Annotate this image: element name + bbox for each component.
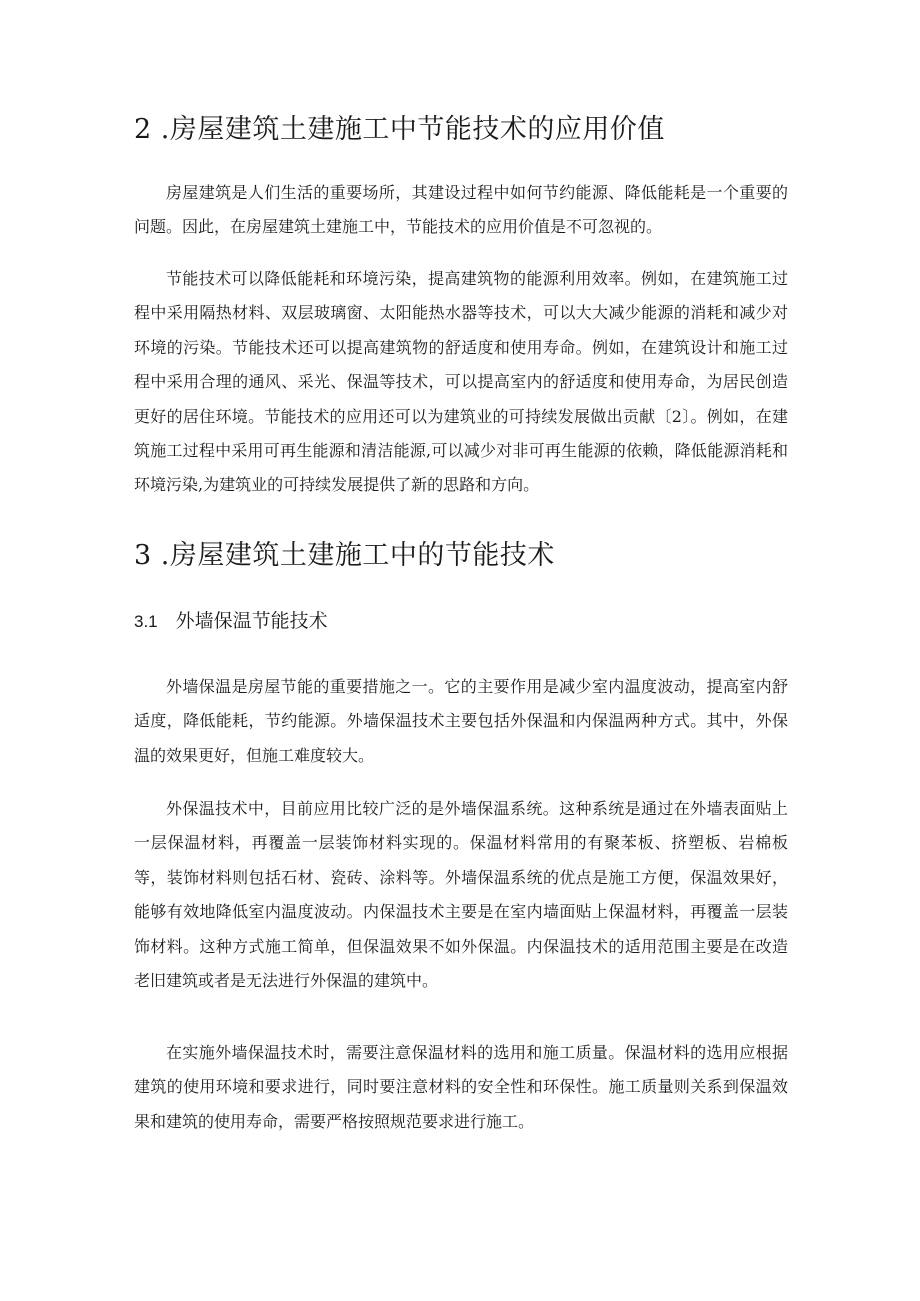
section-2-paragraph-1: 房屋建筑是人们生活的重要场所，其建设过程中如何节约能源、降低能耗是一个重要的问题。因此，在房屋建筑土建施工中，节能技术的应用价值是不可忽视的。 xyxy=(134,183,788,237)
subsection-3-1-heading xyxy=(134,608,794,635)
section-3-1-paragraph-1: 外墙保温是房屋节能的重要措施之一。它的主要作用是减少室内温度波动，提高室内舒适度，降低能耗，节约能源。外墙保温技术主要包括外保温和内保温两种方式。其中，外保温的效果更好，但施工难度较大。 xyxy=(134,677,788,765)
section-2-heading: 2 .房屋建筑土建施工中节能技术的应用价值 xyxy=(134,114,665,145)
section-3-heading: 3 .房屋建筑土建施工中的节能技术 xyxy=(134,540,555,571)
section-3-1-paragraph-3: 在实施外墙保温技术时，需要注意保温材料的选用和施工质量。保温材料的选用应根据建筑的使用环境和要求进行，同时要注意材料的安全性和环保性。施工质量则关系到保温效果和建筑的使用寿命，需要严格按照规范要求进行施工。 xyxy=(134,1043,788,1131)
subsection-number: 3.1 xyxy=(134,612,158,631)
subsection-title: 外墙保温节能技术 xyxy=(175,610,328,632)
section-2-paragraph-2: 节能技术可以降低能耗和环境污染，提高建筑物的能源利用效率。例如，在建筑施工过程中采用隔热材料、双层玻璃窗、太阳能热水器等技术，可以大大减少能源的消耗和减少对环境的污染。节能技术还可以提高建筑物的舒适度和使用寿命。例如，在建筑设计和施工过程中采用合理的通风、采光、保温等技术，可以提高室内的舒适度和使用寿命，为居民创造更好的居住环境。节能技术的应用还可以为建筑业的可持续发展做出贡献〔2〕。例如，在建筑施工过程中采用可再生能源和清洁能源,可以减少对非可再生能源的依赖，降低能源消耗和环境污染,为建筑业的可持续发展提供了新的思路和方向。 xyxy=(134,269,788,495)
section-3-1-paragraph-2: 外保温技术中，目前应用比较广泛的是外墙保温系统。这种系统是通过在外墙表面贴上一层保温材料，再覆盖一层装饰材料实现的。保温材料常用的有聚苯板、挤塑板、岩棉板等，装饰材料则包括石材、瓷砖、涂料等。外墙保温系统的优点是施工方便，保温效果好，能够有效地降低室内温度波动。内保温技术主要是在室内墙面贴上保温材料，再覆盖一层装饰材料。这种方式施工简单，但保温效果不如外保温。内保温技术的适用范围主要是在改造老旧建筑或者是无法进行外保温的建筑中。 xyxy=(134,799,788,991)
